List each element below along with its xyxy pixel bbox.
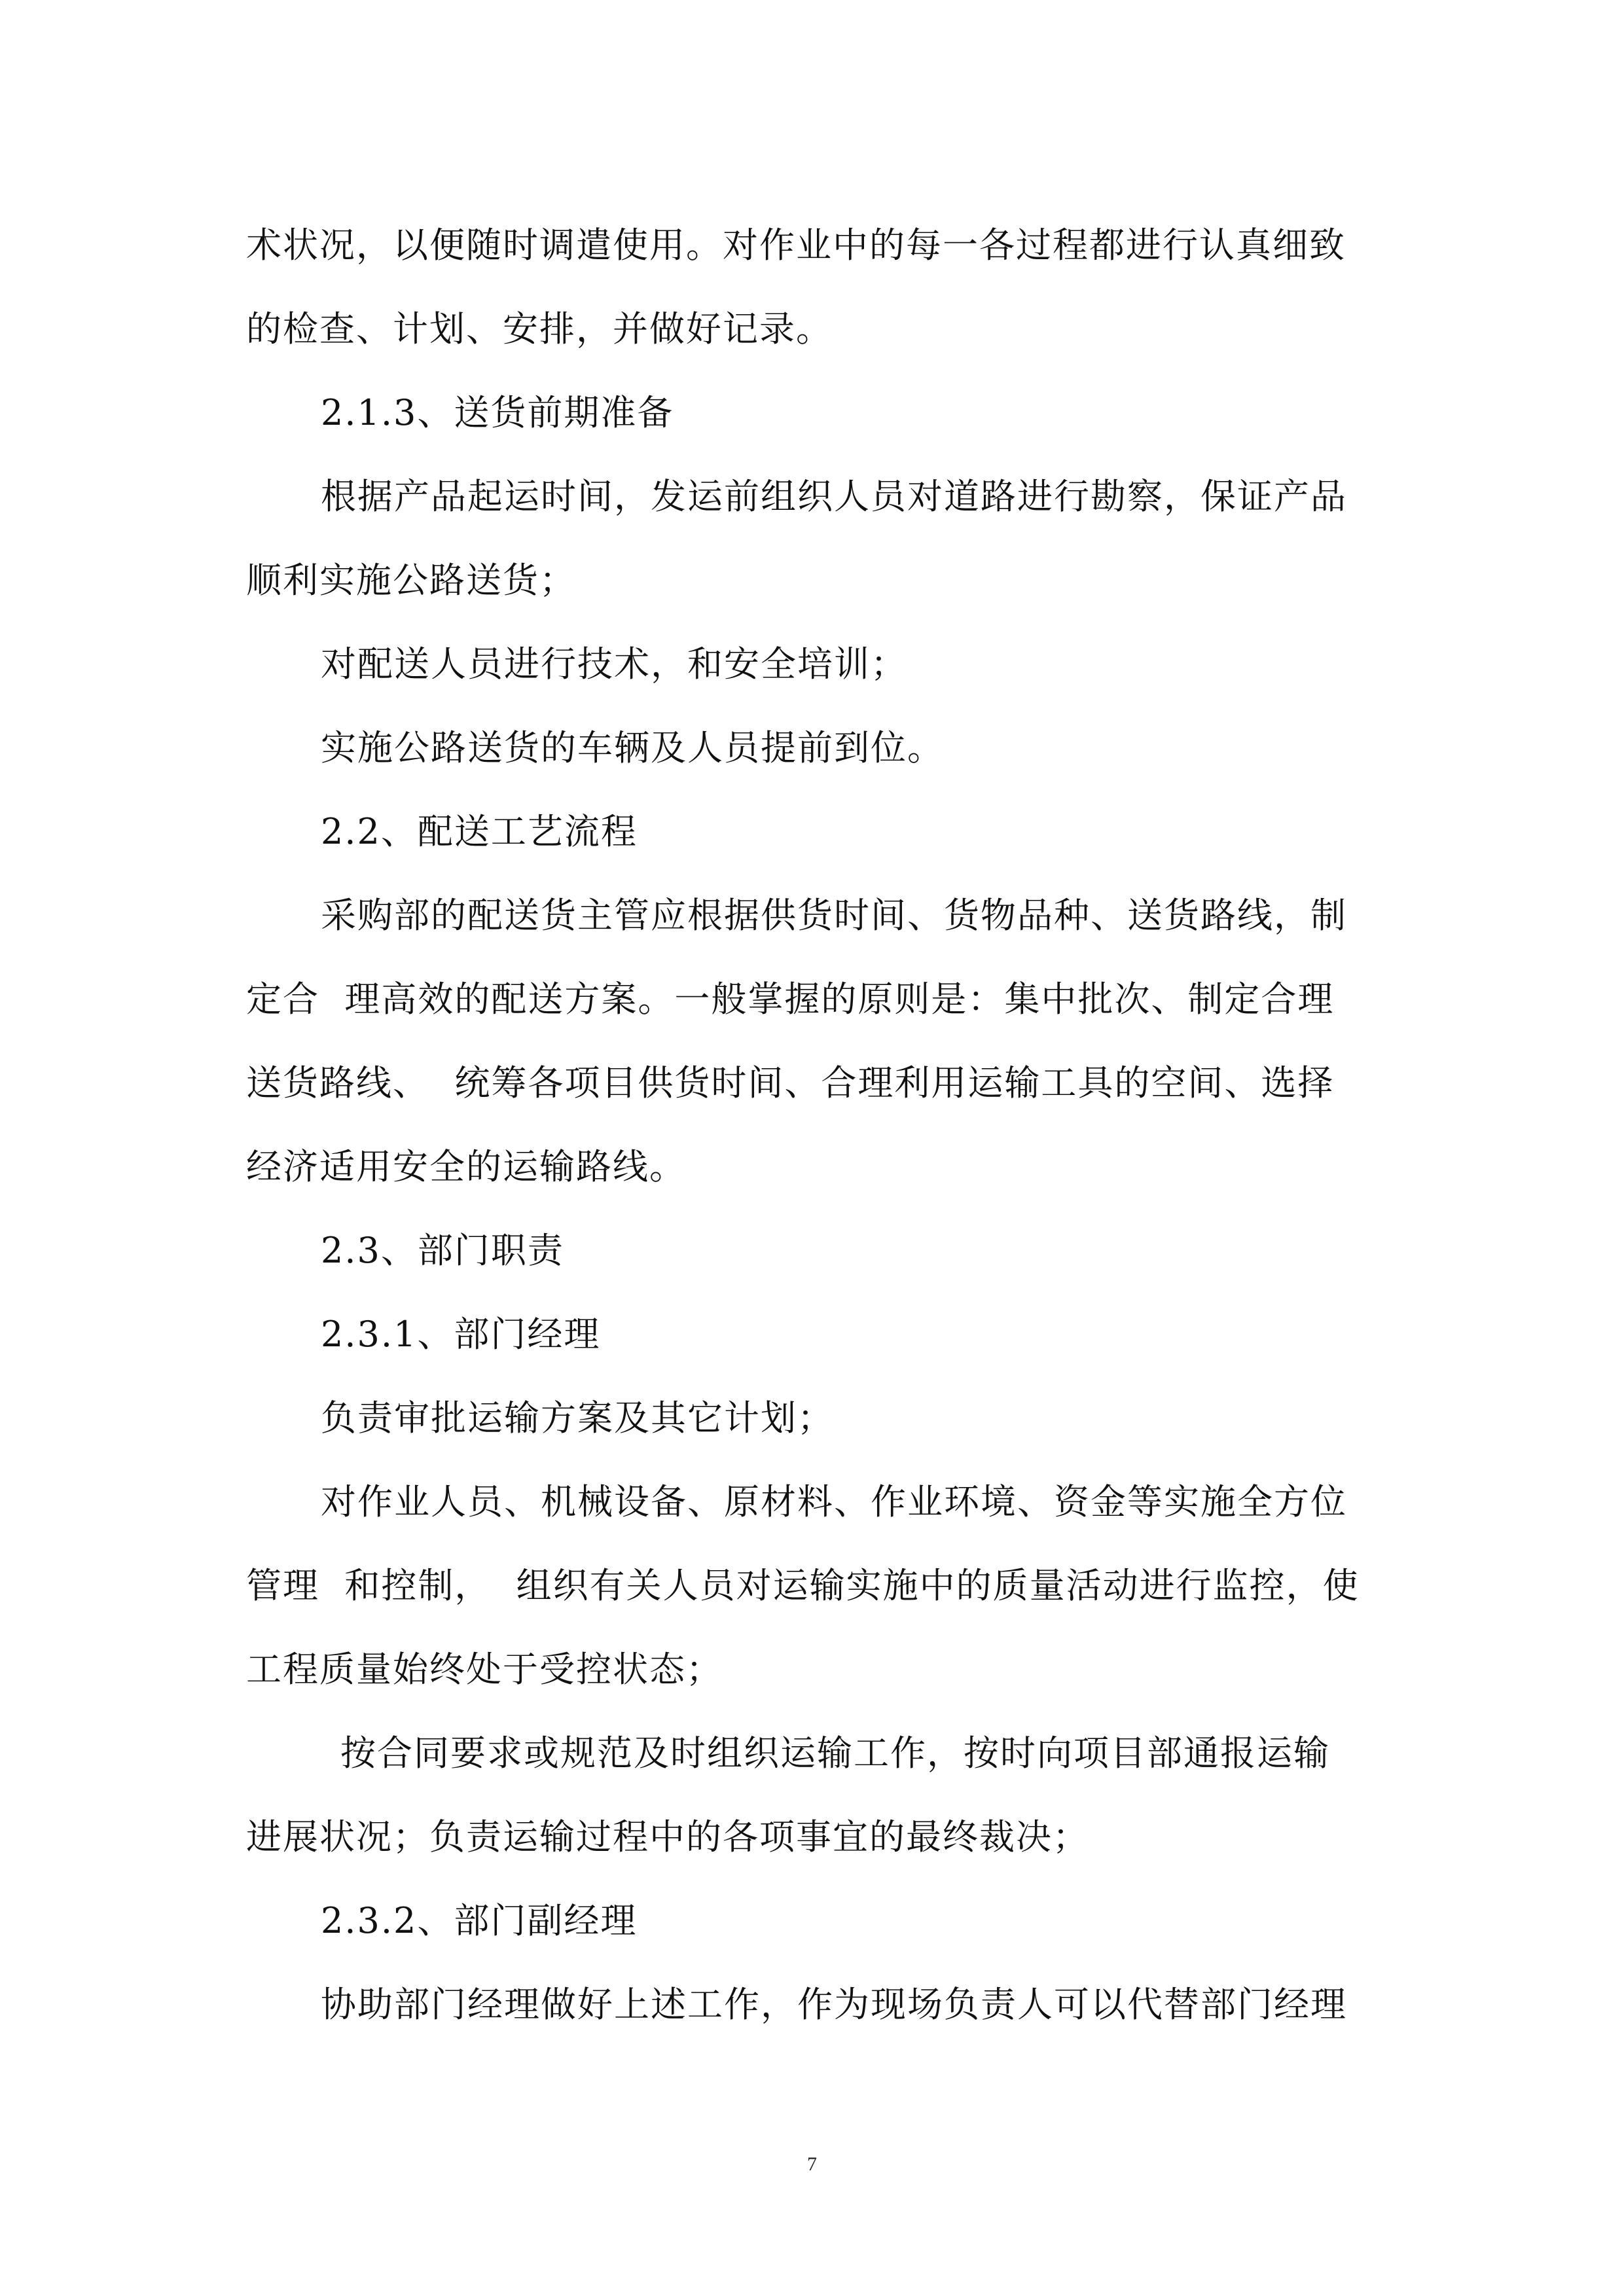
body-text-line: 按合同要求或规范及时组织运输工作，按时向项目部通报运输 xyxy=(340,1732,1330,1774)
body-text-line: 进展状况；负责运输过程中的各项事宜的最终裁决； xyxy=(246,1816,1089,1857)
page-number: 7 xyxy=(807,2153,817,2175)
body-text-line: 顺利实施公路送货； xyxy=(246,560,576,601)
body-text-line: 工程质量始终处于受控状态； xyxy=(246,1649,723,1690)
body-text-line: 对作业人员、机械设备、原材料、作业环境、资金等实施全方位 xyxy=(321,1481,1347,1522)
section-heading: 2.2、配送工艺流程 xyxy=(321,811,638,852)
section-heading: 2.3、部门职责 xyxy=(321,1230,564,1271)
body-text-line: 实施公路送货的车辆及人员提前到位。 xyxy=(321,727,944,768)
body-text-line: 协助部门经理做好上述工作，作为现场负责人可以代替部门经理 xyxy=(321,1984,1347,2025)
body-text-line: 的检查、计划、安排，并做好记录。 xyxy=(246,308,833,350)
section-heading: 2.3.1、部门经理 xyxy=(321,1314,601,1355)
body-text-line: 采购部的配送货主管应根据供货时间、货物品种、送货路线，制 xyxy=(321,895,1347,936)
section-heading: 2.1.3、送货前期准备 xyxy=(321,392,674,433)
body-text-line: 术状况，以便随时调遣使用。对作业中的每一各过程都进行认真细致 xyxy=(246,224,1346,266)
body-text-line: 管理 和控制， 组织有关人员对运输实施中的质量活动进行监控，使 xyxy=(246,1565,1360,1606)
body-text-line: 根据产品起运时间，发运前组织人员对道路进行勘察，保证产品 xyxy=(321,476,1347,517)
body-text-line: 经济适用安全的运输路线。 xyxy=(246,1146,686,1187)
body-text-line: 负责审批运输方案及其它计划； xyxy=(321,1397,834,1439)
section-heading: 2.3.2、部门副经理 xyxy=(321,1900,638,1941)
body-text-line: 对配送人员进行技术，和安全培训； xyxy=(321,643,907,685)
body-text-line: 定合 理高效的配送方案。一般掌握的原则是：集中批次、制定合理 xyxy=(246,978,1335,1020)
body-text-line: 送货路线、 统筹各项目供货时间、合理利用运输工具的空间、选择 xyxy=(246,1062,1335,1103)
